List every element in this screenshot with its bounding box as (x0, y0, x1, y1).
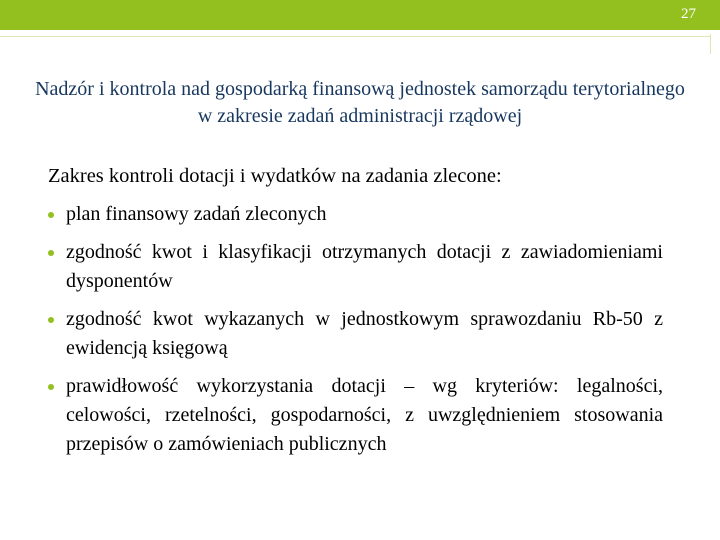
list-item-text: zgodność kwot wykazanych w jednostkowym sprawozdaniu Rb-50 z ewidencją księgową (66, 308, 663, 359)
section-heading: Zakres kontroli dotacji i wydatków na zadania zlecone: (48, 165, 502, 187)
bullet-icon (48, 212, 54, 218)
list-item (48, 200, 663, 229)
list-item (48, 305, 663, 363)
bullet-icon (48, 250, 54, 256)
header-corner-line (710, 34, 711, 54)
list-item-text: zgodność kwot i klasyfikacji otrzymanych dotacji z zawiadomieniami dysponentów (66, 241, 663, 292)
header-divider (0, 36, 710, 37)
bullet-icon (48, 384, 54, 390)
page-number: 27 (681, 6, 696, 22)
bullet-list (48, 200, 663, 468)
bullet-icon (48, 317, 54, 323)
list-item (48, 238, 663, 296)
header-bar (0, 0, 720, 30)
list-item-text: plan finansowy zadań zleconych (66, 203, 327, 225)
list-item-text: prawidłowość wykorzystania dotacji – wg kryteriów: legalności, celowości, rzetelności, gospodarności, z uwzględnieniem stosowania przepisów o zamówieniach publicznych (66, 375, 663, 455)
list-item (48, 372, 663, 459)
slide-title: Nadzór i kontrola nad gospodarką finansową jednostek samorządu terytorialnego w zakresie zadań administracji rządowej (35, 78, 685, 127)
